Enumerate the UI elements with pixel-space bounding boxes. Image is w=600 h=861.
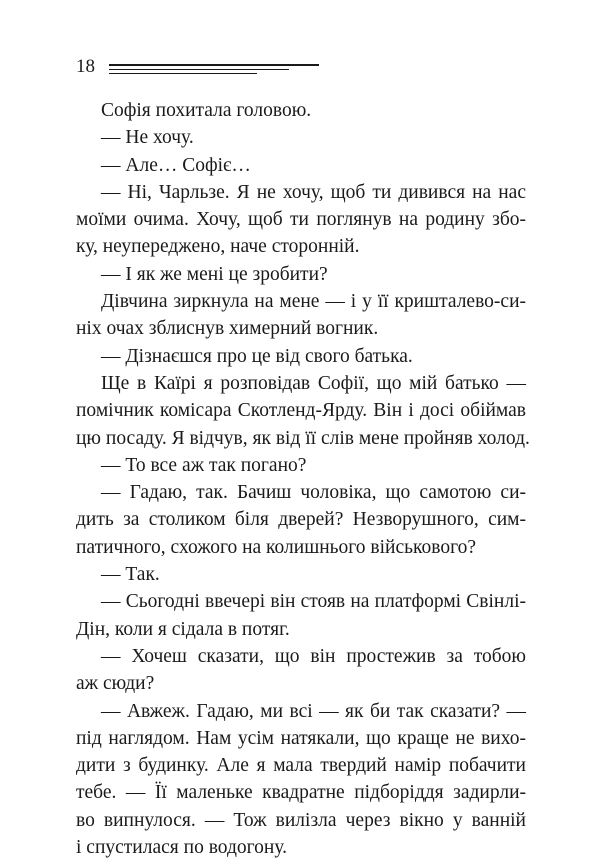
text-line: цю посаду. Я відчув, як від її слів мене пройняв холод.	[76, 427, 530, 449]
text-line: — Сьогодні ввечері він стояв на платформі Свінлі-	[101, 591, 526, 613]
text-line: — Гадаю, так. Бачиш чоловіка, що самотою си-	[101, 482, 526, 504]
text-line: помічник комісара Скотленд-Ярду. Він і досі обіймав	[76, 400, 526, 422]
text-line: і спустилася по водогону.	[76, 837, 287, 859]
text-line: — Хочеш сказати, що він простежив за тобою	[101, 645, 526, 667]
text-line: — Авжеж. Гадаю, ми всі — як би так сказати? —	[101, 700, 526, 722]
text-line: — То все аж так погано?	[101, 454, 307, 476]
text-line: во випнулося. — Тож вилізла через вікно у ванній	[76, 809, 526, 831]
header-rule-thick	[109, 64, 319, 66]
text-line: — І як же мені це зробити?	[101, 263, 328, 285]
text-line: тебе. — Її маленьке квадратне підборіддя задирли-	[76, 782, 526, 804]
header-rule-medium	[109, 69, 289, 70]
text-line: аж сюди?	[76, 673, 155, 695]
text-line: Дівчина зиркнула на мене — і у її кришталево-си-	[101, 291, 526, 313]
page-number: 18	[76, 56, 95, 77]
text-line: дити з будинку. Але я мала твердий намір побачити	[76, 755, 526, 777]
text-line: — Не хочу.	[101, 127, 194, 149]
text-line: ніх очах зблиснув химерний вогник.	[76, 318, 379, 340]
text-line: ку, неупереджено, наче сторонній.	[76, 236, 360, 258]
text-line: моїми очима. Хочу, щоб ти поглянув на родину збо-	[76, 209, 526, 231]
text-line: під наглядом. Нам усім натякали, що краще не вихо-	[76, 727, 526, 749]
header-rule-thin	[109, 73, 257, 74]
text-line: Дін, коли я сідала в потяг.	[76, 618, 290, 640]
text-line: Ще в Каїрі я розповідав Софії, що мій батько —	[101, 372, 526, 394]
page-header	[76, 56, 326, 78]
text-line: патичного, схожого на колишнього військового?	[76, 536, 477, 558]
text-line: дить за столиком біля дверей? Незворушного, сим-	[76, 509, 526, 531]
text-line: — Ні, Чарльзе. Я не хочу, щоб ти дивився на нас	[101, 181, 526, 203]
text-line: — Так.	[101, 564, 160, 586]
text-line: — Але… Софіє…	[101, 154, 251, 176]
text-line: Софія похитала головою.	[101, 100, 312, 121]
text-line: — Дізнаєшся про це від свого батька.	[101, 345, 413, 367]
body-text	[76, 97, 530, 861]
